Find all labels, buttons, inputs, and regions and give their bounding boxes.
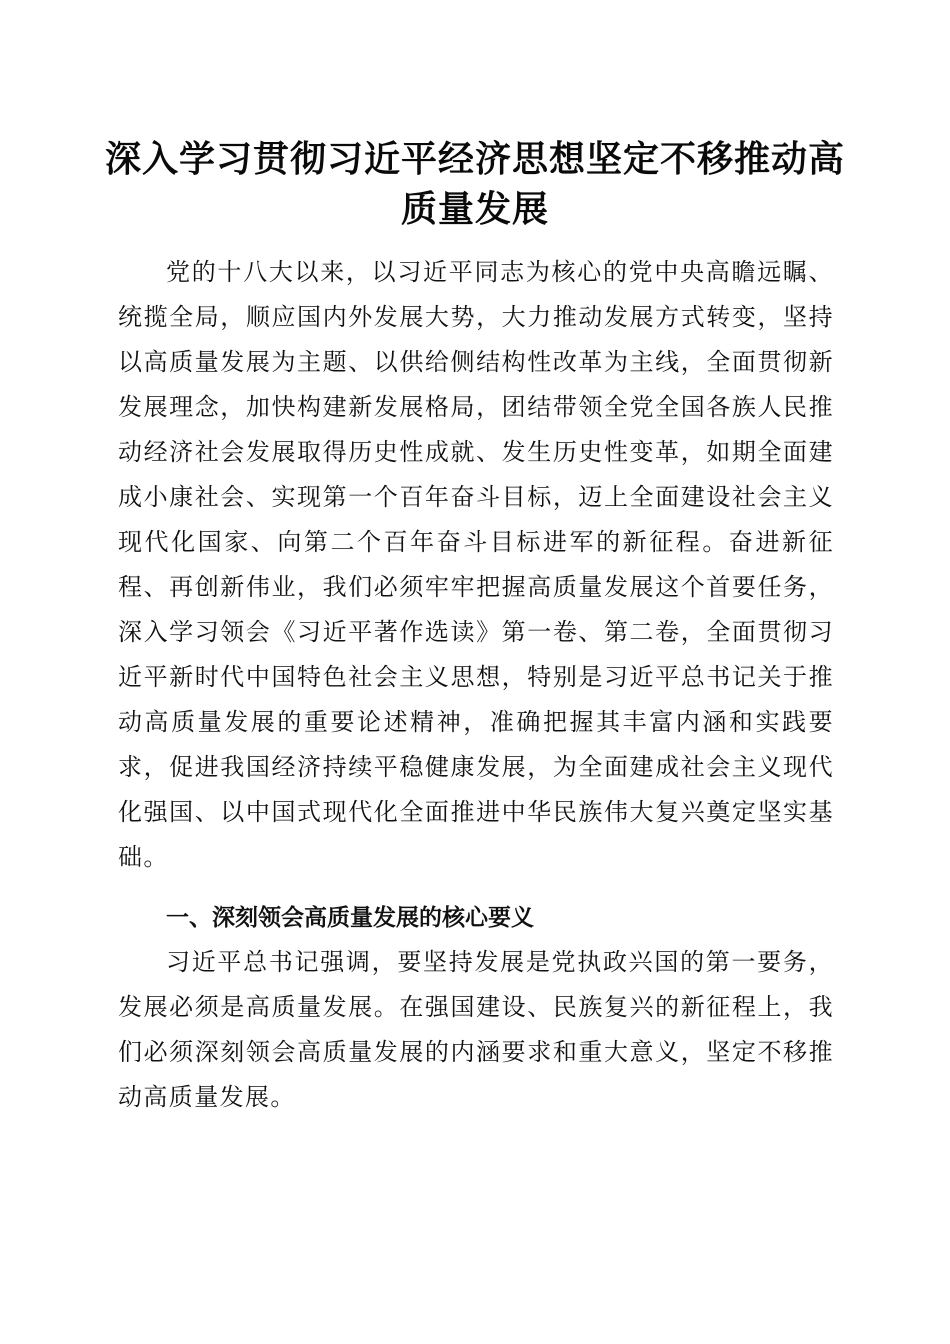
section-heading: 一、深刻领会高质量发展的核心要义 bbox=[166, 905, 534, 931]
section-paragraph: 习近平总书记强调，要坚持发展是党执政兴国的第一要务，发展必须是高质量发展。在强国建设、民族复兴的新征程上，我们必须深刻领会高质量发展的内涵要求和重大意义，坚定不移推动高质量发展。 bbox=[118, 948, 834, 1111]
intro-paragraph: 党的十八大以来，以习近平同志为核心的党中央高瞻远瞩、统揽全局，顺应国内外发展大势，大力推动发展方式转变，坚持以高质量发展为主题、以供给侧结构性改革为主线，全面贯彻新发展理念，加快构建新发展格局，团结带领全党全国各族人民推动经济社会发展取得历史性成就、发生历史性变革，如期全面建成小康社会、实现第一个百年奋斗目标，迈上全面建设社会主义现代化国家、向第二个百年奋斗目标进军的新征程。奋进新征程、再创新伟业，我们必须牢牢把握高质量发展这个首要任务，深入学习领会《习近平著作选读》第一卷、第二卷，全面贯彻习近平新时代中国特色社会主义思想，特别是习近平总书记关于推动高质量发展的重要论述精神，准确把握其丰富内涵和实践要求，促进我国经济持续平稳健康发展，为全面建成社会主义现代化强国、以中国式现代化全面推进中华民族伟大复兴奠定坚实基础。 bbox=[118, 258, 834, 871]
document-title: 深入学习贯彻习近平经济思想坚定不移推动高质量发展 bbox=[104, 138, 845, 230]
